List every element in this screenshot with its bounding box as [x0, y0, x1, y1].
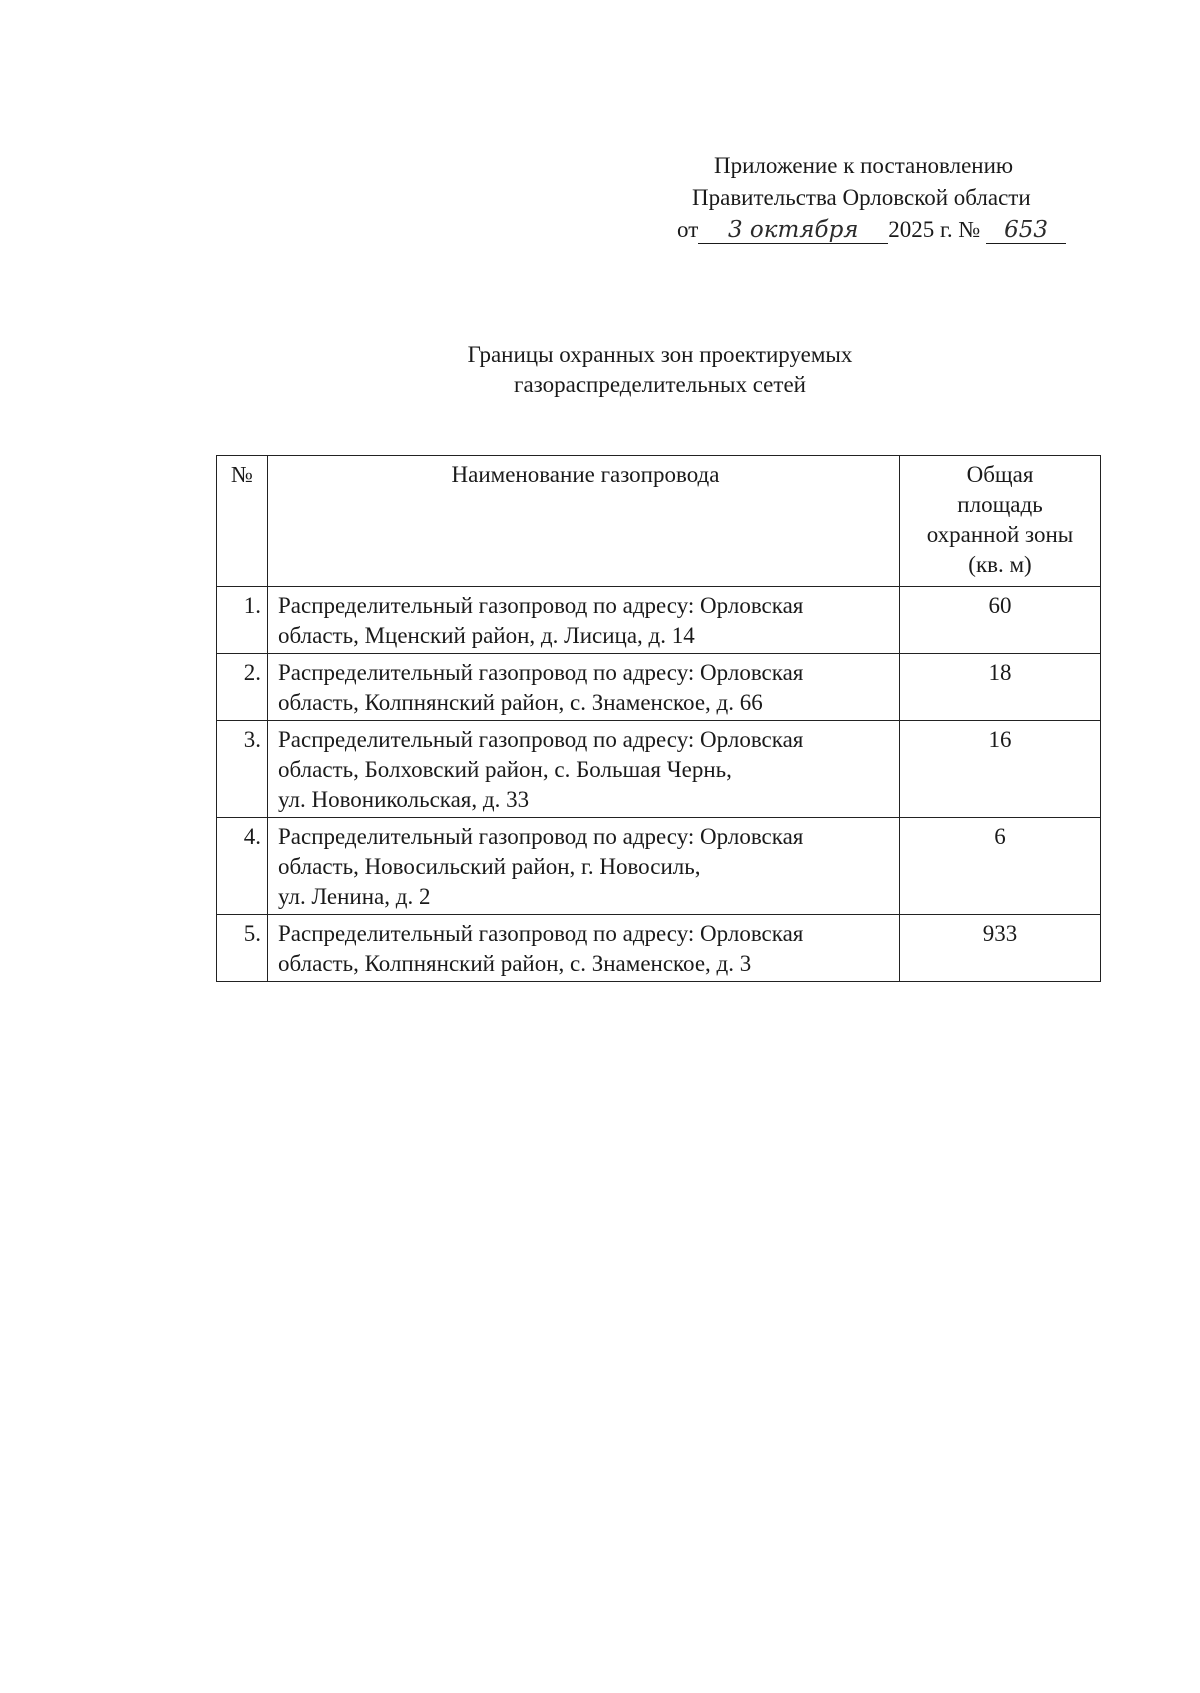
- table-row: [217, 587, 1101, 654]
- from-label: от: [677, 217, 699, 242]
- row-pipeline-name: [268, 654, 900, 721]
- name-line: Распределительный газопровод по адресу: Орловская: [278, 660, 804, 685]
- table-row: [217, 721, 1101, 818]
- document-header: [650, 150, 1110, 246]
- row-number: 1.: [217, 587, 268, 654]
- name-line: Распределительный газопровод по адресу: Орловская: [278, 921, 804, 946]
- name-line: область, Колпнянский район, с. Знаменское, д. 3: [278, 951, 752, 976]
- header-number: №: [217, 456, 268, 587]
- row-pipeline-name: [268, 587, 900, 654]
- row-area: 933: [900, 915, 1101, 982]
- name-line: область, Мценский район, д. Лисица, д. 14: [278, 623, 695, 648]
- row-number: 2.: [217, 654, 268, 721]
- table-row: [217, 818, 1101, 915]
- handwritten-number: 653: [986, 217, 1066, 244]
- name-line: область, Болховский район, с. Большая Чернь,: [278, 757, 732, 782]
- name-line: ул. Ленина, д. 2: [278, 884, 431, 909]
- title-line-1: Границы охранных зон проектируемых: [467, 342, 853, 367]
- row-area: 6: [900, 818, 1101, 915]
- header-area-line: площадь: [957, 492, 1043, 517]
- row-number: 5.: [217, 915, 268, 982]
- header-appendix-line: Приложение к постановлению: [714, 153, 1014, 178]
- year-label: 2025 г. №: [888, 217, 981, 242]
- name-line: Распределительный газопровод по адресу: Орловская: [278, 727, 804, 752]
- header-area-line: (кв. м): [968, 552, 1032, 577]
- row-area: 18: [900, 654, 1101, 721]
- table-row: [217, 654, 1101, 721]
- header-area-line: охранной зоны: [926, 522, 1074, 547]
- header-date-number-line: [650, 214, 1110, 246]
- header-area-line: Общая: [966, 462, 1034, 487]
- name-line: область, Новосильский район, г. Новосиль,: [278, 854, 701, 879]
- header-pipeline-name: Наименование газопровода: [268, 456, 900, 587]
- name-line: область, Колпнянский район, с. Знаменское, д. 66: [278, 690, 763, 715]
- name-line: Распределительный газопровод по адресу: Орловская: [278, 824, 804, 849]
- row-number: 3.: [217, 721, 268, 818]
- name-line: Распределительный газопровод по адресу: Орловская: [278, 593, 804, 618]
- document-title: [330, 340, 990, 400]
- row-pipeline-name: [268, 818, 900, 915]
- row-area: 16: [900, 721, 1101, 818]
- title-line-2: газораспределительных сетей: [514, 372, 806, 397]
- header-government-line: Правительства Орловской области: [692, 185, 1031, 210]
- handwritten-date: 3 октября: [698, 217, 888, 244]
- row-pipeline-name: [268, 721, 900, 818]
- row-pipeline-name: [268, 915, 900, 982]
- table-row: [217, 915, 1101, 982]
- protection-zones-table: [216, 455, 1101, 982]
- row-number: 4.: [217, 818, 268, 915]
- name-line: ул. Новоникольская, д. 33: [278, 787, 530, 812]
- header-area: [900, 456, 1101, 587]
- table-header-row: [217, 456, 1101, 587]
- row-area: 60: [900, 587, 1101, 654]
